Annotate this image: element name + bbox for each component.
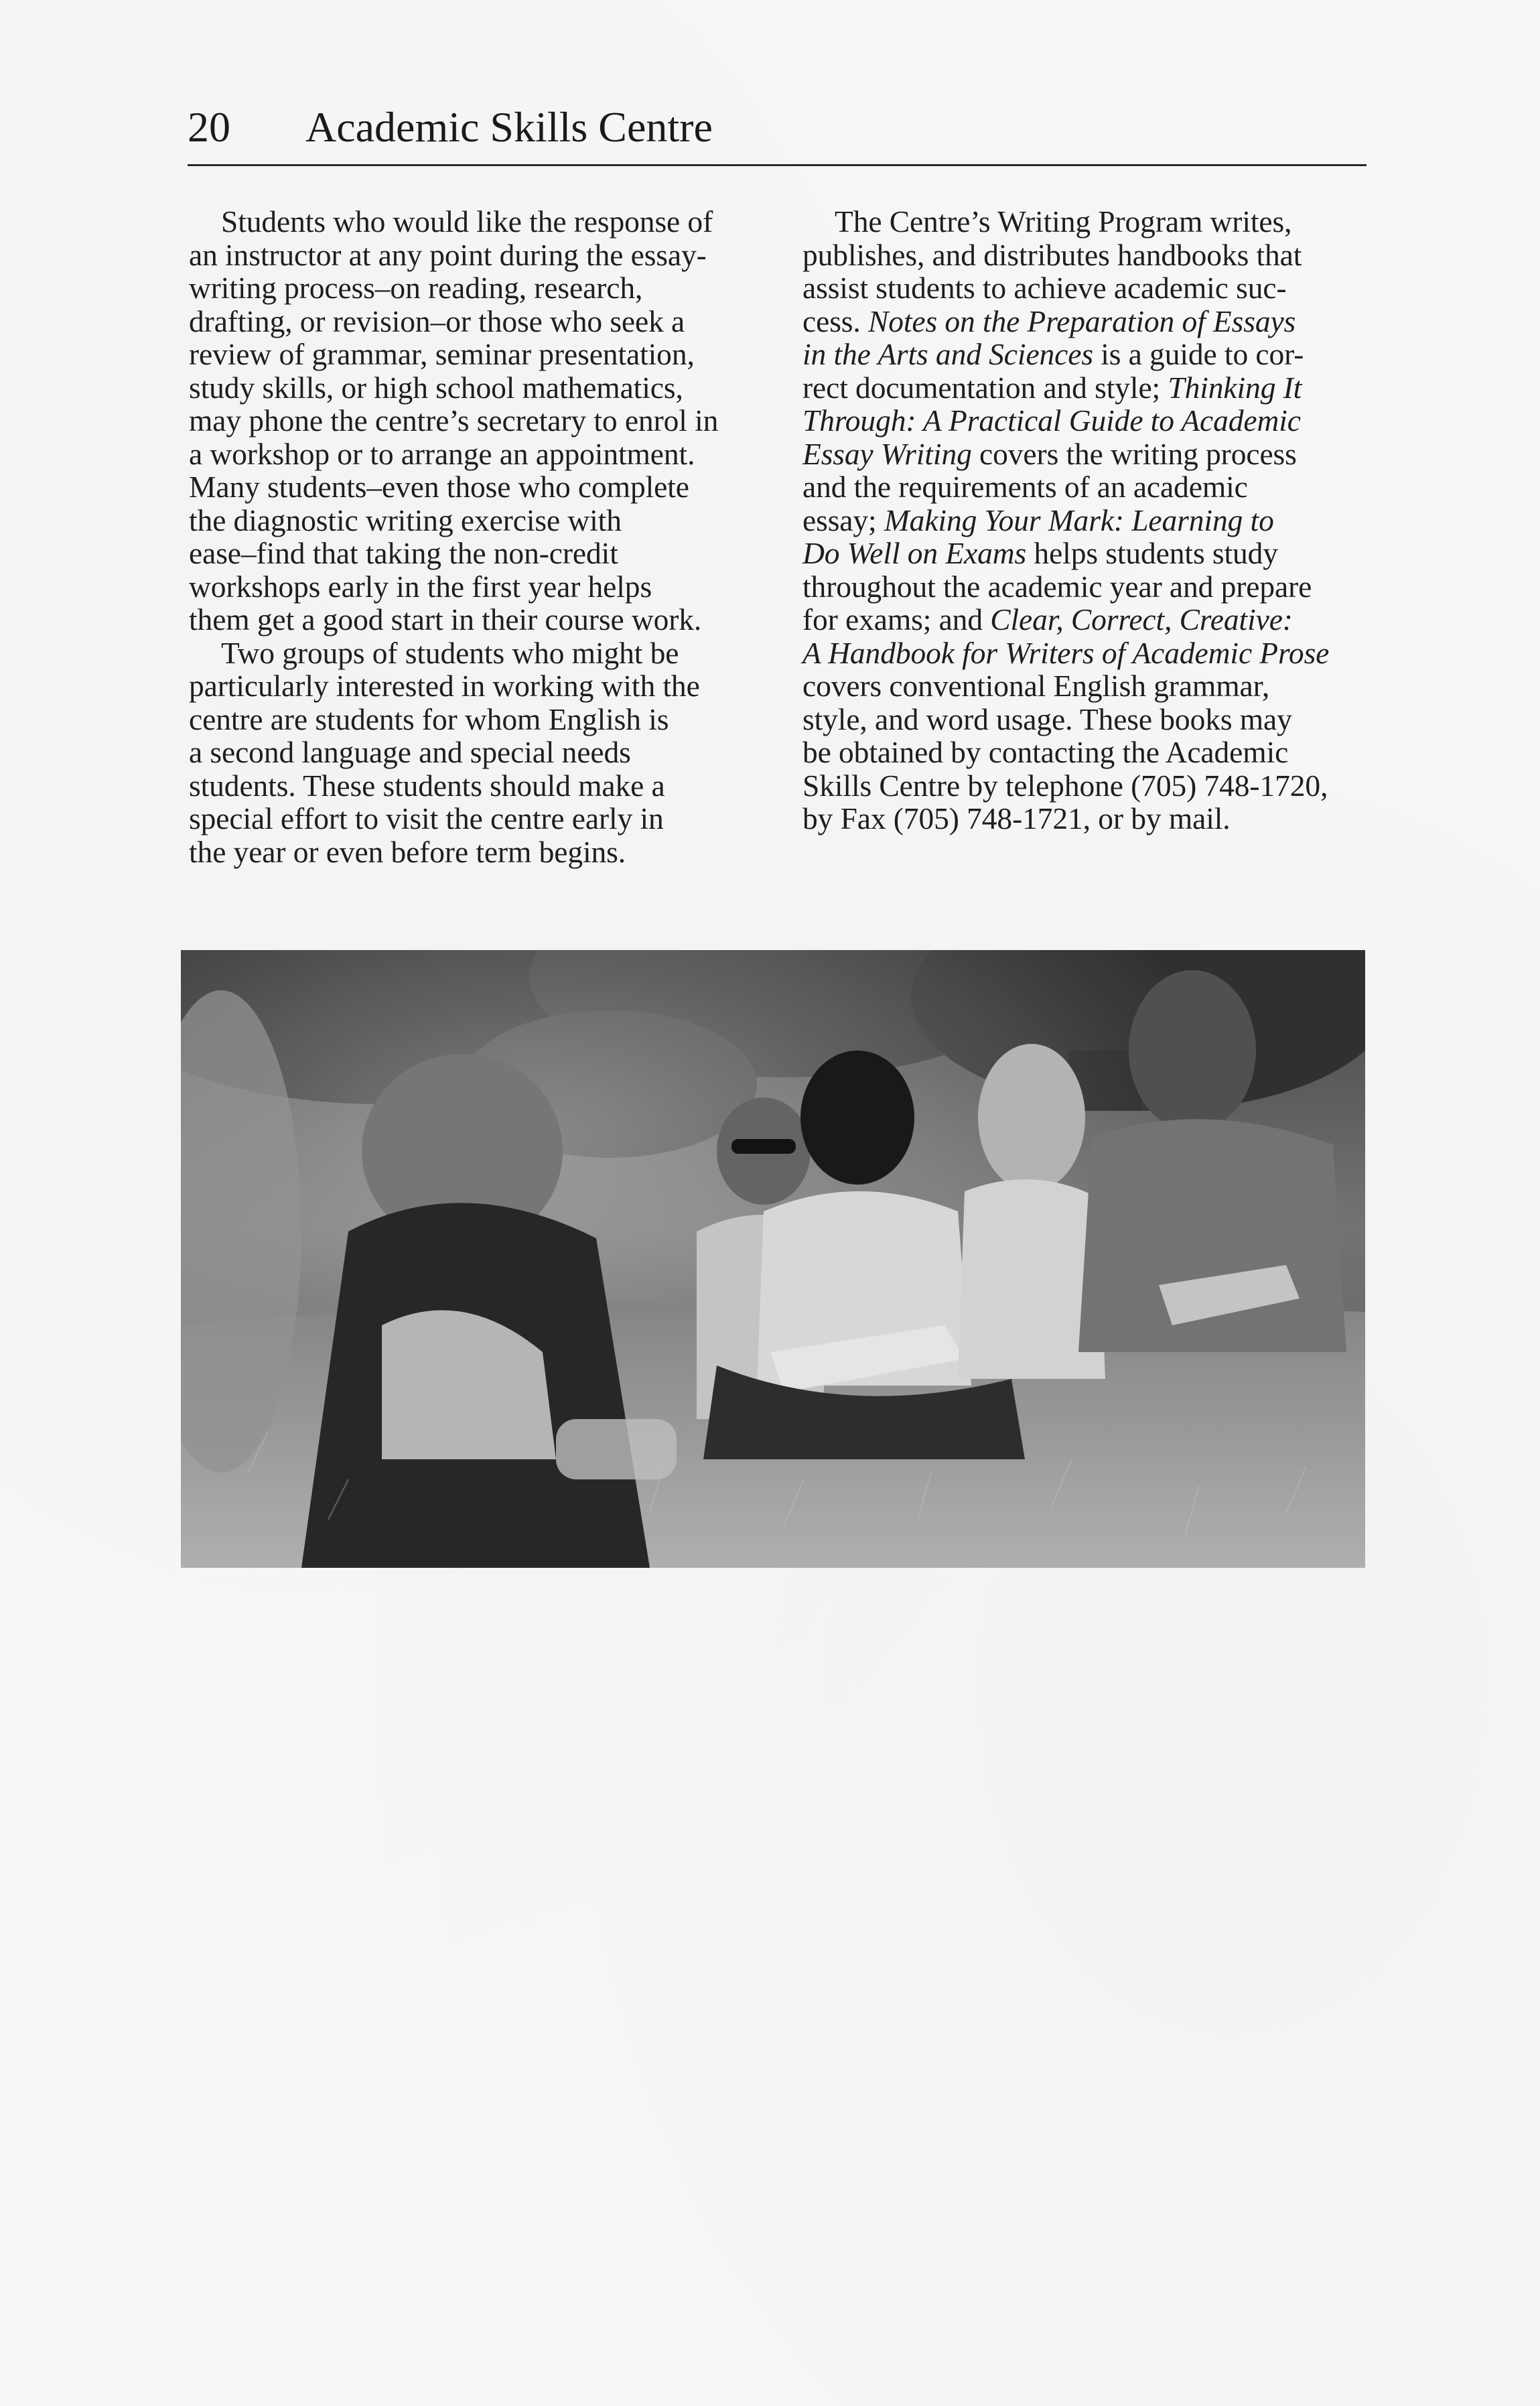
left-column-line: Students who would like the response of xyxy=(221,204,713,239)
right-column-line xyxy=(802,802,1380,836)
line-text: style, and word usage. These books may xyxy=(802,701,1292,736)
right-column-line xyxy=(802,769,1380,803)
right-text-column xyxy=(802,205,1380,836)
right-column-line xyxy=(802,271,1380,305)
left-text-column xyxy=(189,205,752,868)
left-column-line: them get a good start in their course work. xyxy=(189,602,702,637)
left-column-line: a second language and special needs xyxy=(189,735,631,769)
left-column-line: drafting, or revision–or those who seek a xyxy=(189,304,685,338)
book-title-text: A Handbook for Writers of Academic Prose xyxy=(802,635,1330,670)
line-text: assist students to achieve academic suc- xyxy=(802,271,1287,305)
right-column-line xyxy=(802,305,1380,338)
book-title-text: Thinking It xyxy=(1168,370,1302,405)
book-title-text: Making Your Mark: Learning to xyxy=(884,503,1274,537)
left-column-line: particularly interested in working with the xyxy=(189,669,700,703)
left-column-line: special effort to visit the centre early in xyxy=(189,801,664,836)
left-column-line: Many students–even those who complete xyxy=(189,470,689,504)
right-column-line xyxy=(802,603,1380,637)
left-column-line: the diagnostic writing exercise with xyxy=(189,503,622,537)
right-column-line xyxy=(802,703,1380,736)
right-column-line xyxy=(802,570,1380,604)
right-column-line xyxy=(802,371,1380,405)
header-rule xyxy=(188,164,1367,166)
left-column-line: Two groups of students who might be xyxy=(221,635,679,670)
students-photo xyxy=(181,950,1365,1568)
right-column-line xyxy=(802,504,1380,537)
page-number: 20 xyxy=(188,103,230,151)
left-column-line: students. These students should make a xyxy=(189,768,665,803)
left-column-line: may phone the centre’s secretary to enrol in xyxy=(189,403,719,438)
line-text: throughout the academic year and prepare xyxy=(802,569,1312,604)
book-title-text: Essay Writing xyxy=(802,436,972,471)
section-title: Academic Skills Centre xyxy=(305,103,713,151)
left-column-line: study skills, or high school mathematics, xyxy=(189,370,683,405)
line-text: rect documentation and style; xyxy=(802,370,1168,405)
line-text: covers conventional English grammar, xyxy=(802,669,1270,703)
left-column-line: an instructor at any point during the essay- xyxy=(189,237,707,272)
line-text: publishes, and distributes handbooks that xyxy=(802,237,1302,272)
right-column-line xyxy=(802,239,1380,272)
line-text: for exams; and xyxy=(802,602,991,637)
line-text: and the requirements of an academic xyxy=(802,470,1248,504)
students-photo-illustration xyxy=(181,950,1365,1568)
line-text: covers the writing process xyxy=(971,436,1297,471)
right-column-line xyxy=(802,338,1380,371)
book-title-text: Do Well on Exams xyxy=(802,536,1027,570)
right-column-line xyxy=(802,669,1380,703)
right-column-line xyxy=(802,404,1380,438)
line-text: Skills Centre by telephone (705) 748-1720, xyxy=(802,768,1328,803)
left-column-line: the year or even before term begins. xyxy=(189,834,626,869)
left-column-line: writing process–on reading, research, xyxy=(189,271,643,305)
right-column-line xyxy=(802,205,1380,239)
line-text: cess. xyxy=(802,304,868,338)
left-column-line: ease–find that taking the non-credit xyxy=(189,536,618,570)
book-title-text: Notes on the Preparation of Essays xyxy=(867,304,1296,338)
left-column-line: a workshop or to arrange an appointment. xyxy=(189,436,695,471)
line-text: essay; xyxy=(802,503,884,537)
right-column-line xyxy=(802,637,1380,670)
book-title-text: in the Arts and Sciences xyxy=(802,337,1093,371)
left-column-line: centre are students for whom English is xyxy=(189,701,669,736)
page-header xyxy=(188,101,713,154)
left-column-line: review of grammar, seminar presentation, xyxy=(189,337,695,371)
left-column-line: workshops early in the first year helps xyxy=(189,569,652,604)
line-text: be obtained by contacting the Academic xyxy=(802,735,1289,769)
right-column-line xyxy=(802,438,1380,471)
line-text: The Centre’s Writing Program writes, xyxy=(835,204,1292,239)
line-text: by Fax (705) 748-1721, or by mail. xyxy=(802,801,1231,836)
book-title-text: Clear, Correct, Creative: xyxy=(990,602,1293,637)
line-text: helps students study xyxy=(1026,536,1278,570)
book-title-text: Through: A Practical Guide to Academic xyxy=(802,403,1301,438)
right-column-line xyxy=(802,537,1380,570)
right-column-line xyxy=(802,470,1380,504)
line-text: is a guide to cor- xyxy=(1093,337,1304,371)
right-column-line xyxy=(802,736,1380,769)
